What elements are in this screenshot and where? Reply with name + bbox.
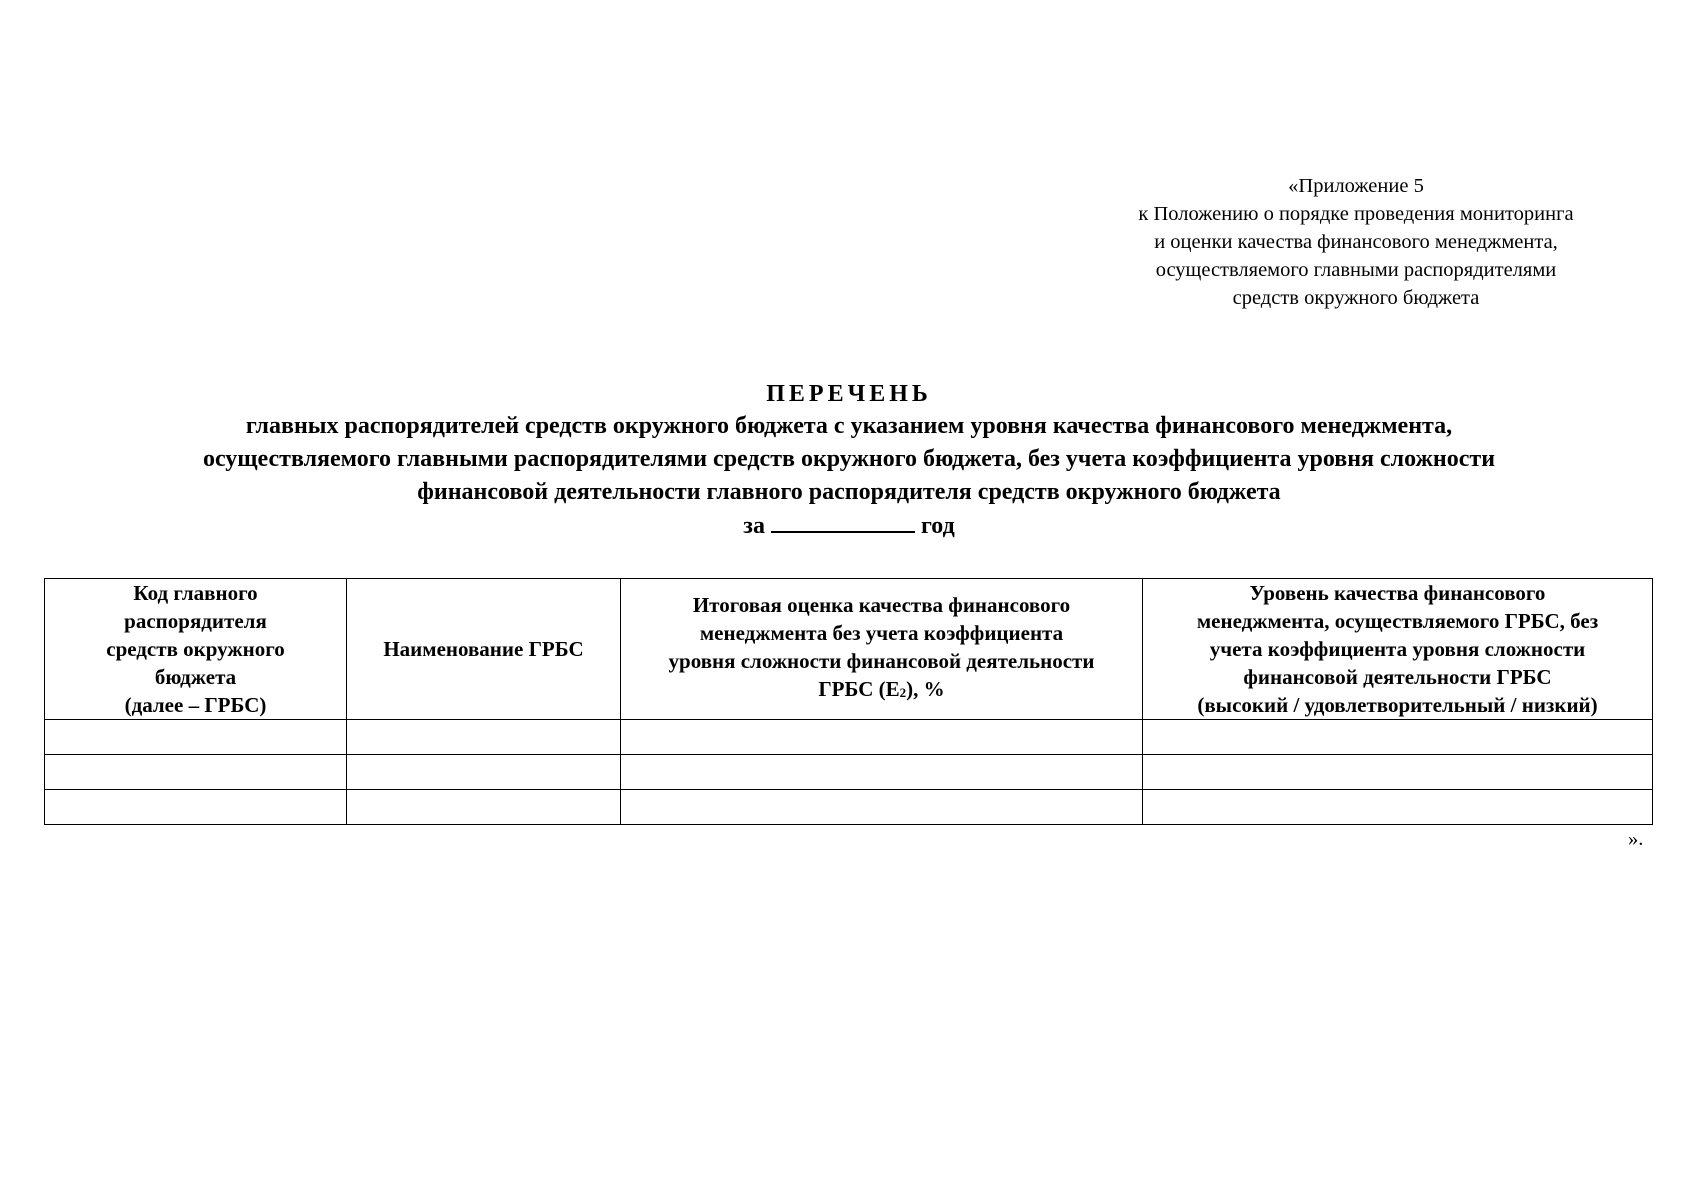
period-suffix: год xyxy=(920,513,955,539)
header-line: менеджмента без учета коэффициента xyxy=(699,621,1064,645)
appendix-line: к Положению о порядке проведения мониторинга xyxy=(1138,203,1574,225)
table-cell xyxy=(45,720,347,755)
appendix-line: и оценки качества финансового менеджмента, xyxy=(1154,231,1558,253)
appendix-note xyxy=(1086,172,1626,312)
table-cell xyxy=(347,755,621,790)
header-text: ГРБС (Е xyxy=(818,677,900,701)
closing-quote: ». xyxy=(1628,828,1644,850)
period-prefix: за xyxy=(743,513,765,539)
header-quality-level xyxy=(1143,579,1653,720)
header-line: (высокий / удовлетворительный / низкий) xyxy=(1197,693,1598,717)
year-blank-line xyxy=(771,509,915,533)
header-line: Код главного xyxy=(133,581,258,605)
header-line: Уровень качества финансового xyxy=(1249,581,1546,605)
header-line: распорядителя xyxy=(124,609,267,633)
appendix-line: осуществляемого главными распорядителями xyxy=(1155,259,1557,281)
header-total-score xyxy=(621,579,1143,720)
table-cell xyxy=(621,755,1143,790)
table-cell xyxy=(1143,720,1653,755)
reporting-period xyxy=(0,509,1698,542)
document-title: ПЕРЕЧЕНЬ xyxy=(766,381,932,407)
table-row xyxy=(45,720,1653,755)
header-line: учета коэффициента уровня сложности xyxy=(1209,637,1586,661)
table-cell xyxy=(45,790,347,825)
table-header-row xyxy=(45,579,1653,720)
grbs-table xyxy=(44,578,1653,825)
subtitle-line: осуществляемого главными распорядителями средств окружного бюджета, без учета коэффициента уровня сложности xyxy=(202,446,1496,472)
table-cell xyxy=(45,755,347,790)
header-line: бюджета xyxy=(154,665,237,689)
table-cell xyxy=(347,720,621,755)
subtitle-line: главных распорядителей средств окружного бюджета с указанием уровня качества финансового менеджмента, xyxy=(245,413,1453,439)
header-line: Наименование ГРБС xyxy=(383,637,584,661)
header-line: (далее – ГРБС) xyxy=(124,693,267,717)
table-cell xyxy=(621,720,1143,755)
table-row xyxy=(45,755,1653,790)
header-text: ), % xyxy=(906,677,945,701)
header-line: уровня сложности финансовой деятельности xyxy=(668,649,1095,673)
document-heading xyxy=(0,378,1698,542)
appendix-line: «Приложение 5 xyxy=(1288,175,1424,197)
document-subtitle xyxy=(0,410,1698,509)
header-line: финансовой деятельности ГРБС xyxy=(1243,665,1552,689)
table-cell xyxy=(347,790,621,825)
header-grbs-name xyxy=(347,579,621,720)
subtitle-line: финансовой деятельности главного распорядителя средств окружного бюджета xyxy=(417,479,1281,505)
header-line: Итоговая оценка качества финансового xyxy=(692,593,1071,617)
header-line: средств окружного xyxy=(106,637,285,661)
table-row xyxy=(45,790,1653,825)
header-line: менеджмента, осуществляемого ГРБС, без xyxy=(1196,609,1599,633)
appendix-line: средств окружного бюджета xyxy=(1232,287,1480,309)
table-cell xyxy=(1143,755,1653,790)
subscript: 2 xyxy=(899,685,907,700)
table-cell xyxy=(621,790,1143,825)
header-line xyxy=(627,675,1136,707)
table-cell xyxy=(1143,790,1653,825)
header-grbs-code xyxy=(45,579,347,720)
